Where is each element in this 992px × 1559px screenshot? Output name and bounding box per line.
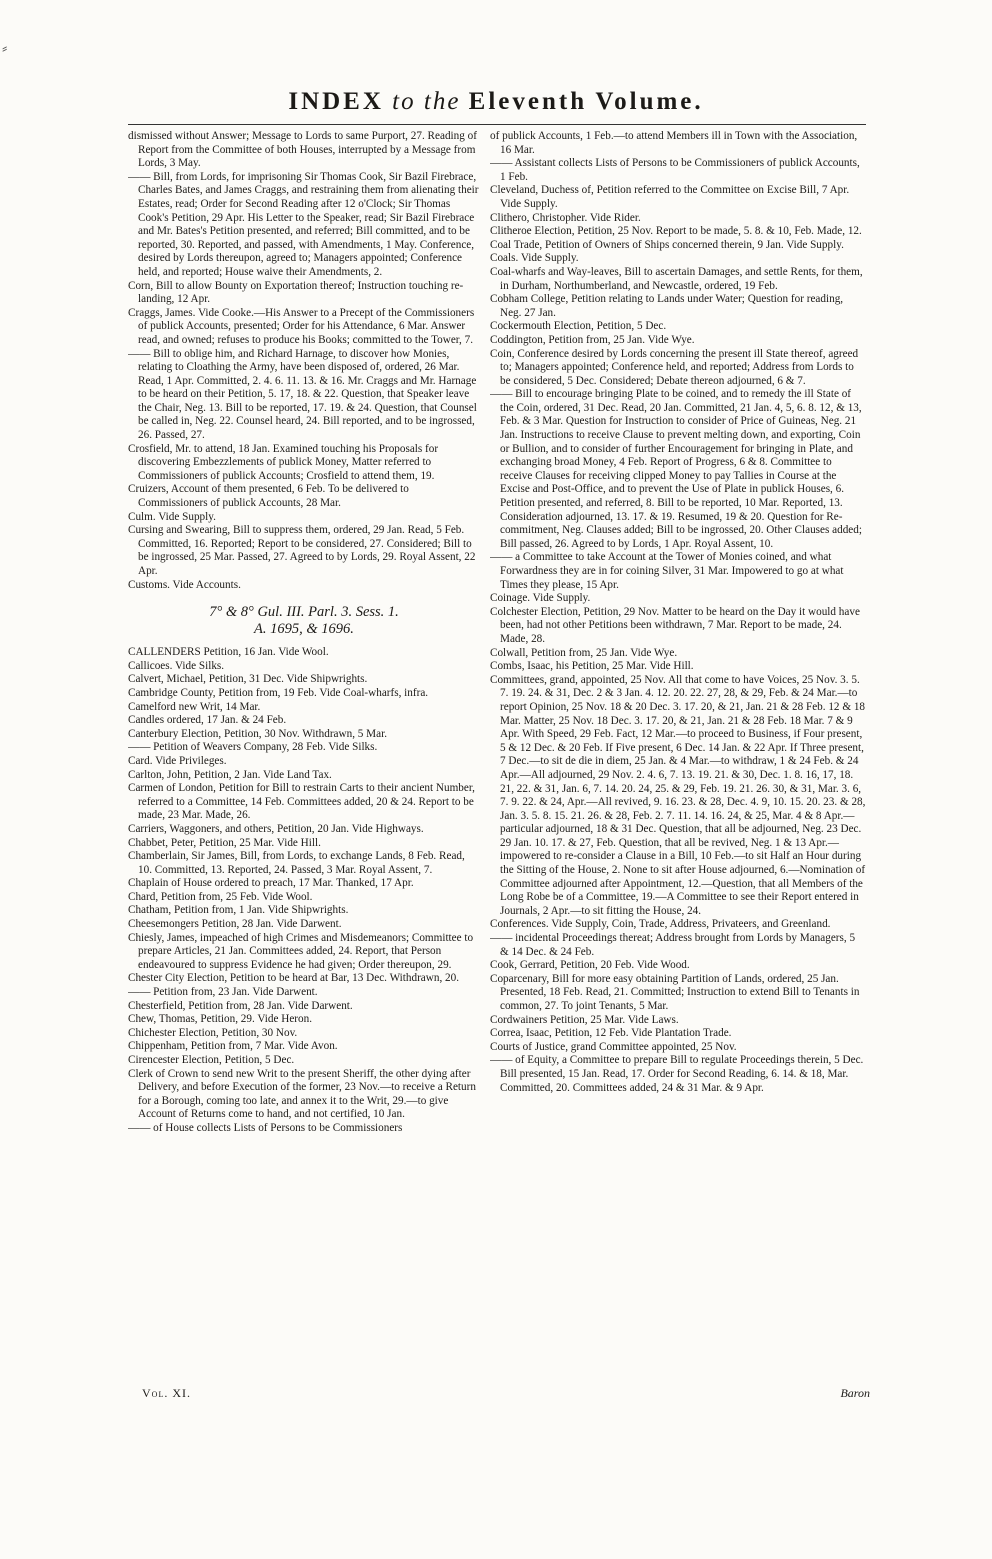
running-head <box>0 88 992 116</box>
index-entry: Cirencester Election, Petition, 5 Dec. <box>128 1054 295 1066</box>
index-entry: Chester City Election, Petition to be heard at Bar, 13 Dec. Withdrawn, 20. <box>128 972 460 985</box>
to-the-word: to the <box>392 88 461 115</box>
index-entry: Coinage. Vide Supply. <box>490 592 591 605</box>
catchword: Baron <box>840 1386 870 1400</box>
index-entry: Candles ordered, 17 Jan. & 24 Feb. <box>128 714 287 727</box>
index-entry: Cordwainers Petition, 25 Mar. Vide Laws. <box>490 1013 679 1026</box>
header-rule <box>128 124 866 125</box>
index-entry: —— Petition of Weavers Company, 28 Feb. Vide Silks. <box>128 741 378 754</box>
index-entry: Correa, Isaac, Petition, 12 Feb. Vide Plantation Trade. <box>490 1027 732 1040</box>
index-entry: Corn, Bill to allow Bounty on Exportation thereof; Instruction touching re-landing, 12 Apr. <box>128 279 464 306</box>
index-entry: Cheesemongers Petition, 28 Jan. Vide Darwent. <box>128 918 342 931</box>
index-entry: Camelford new Writ, 14 Mar. <box>128 700 261 713</box>
eleventh-word: Eleventh <box>468 88 588 115</box>
index-entry: Canterbury Election, Petition, 30 Nov. Withdrawn, 5 Mar. <box>128 727 387 740</box>
index-entry: Chichester Election, Petition, 30 Nov. <box>128 1026 298 1039</box>
index-entry: Coal-wharfs and Way-leaves, Bill to ascertain Damages, and settle Rents, for them, in Durham, Northumberland, and Newcastle, ordered, 19 Feb. <box>490 265 863 292</box>
index-entry: —— Petition from, 23 Jan. Vide Darwent. <box>128 986 318 999</box>
index-entry: Cobham College, Petition relating to Lands under Water; Question for reading, Neg. 27 Jan. <box>490 293 844 319</box>
margin-mark: ⸗ <box>2 40 8 57</box>
index-entry: Carriers, Waggoners, and others, Petition, 20 Jan. Vide Highways. <box>128 822 424 835</box>
index-entry: Conferences. Vide Supply, Coin, Trade, Address, Privateers, and Greenland. <box>490 918 831 931</box>
index-entry: Cursing and Swearing, Bill to suppress them, ordered, 29 Jan. Read, 5 Feb. Committed, 16. Reported; Report to be considered, 27. Considered; Bill to be ingrossed, 25 Mar. Passed, 27. Agreed to by Lords, 29. Royal Assent, 22 Apr. <box>128 524 476 577</box>
index-entry: Craggs, James. Vide Cooke.—His Answer to a Precept of the Commissioners of publick Accounts, presented; Order for his Attendance, 6 Mar. Answer read, and owned; refuses to produce his Books; committed to the Tower, 7. <box>128 306 475 346</box>
index-entry: Crosfield, Mr. to attend, 18 Jan. Examined touching his Proposals for discovering Embezzlements of publick Money, Matter referred to Commissioners of publick Accounts; Crosfield to attend them, 19. <box>128 442 439 482</box>
index-entry: Chard, Petition from, 25 Feb. Vide Wool. <box>128 890 313 903</box>
index-entry: Colchester Election, Petition, 29 Nov. Matter to be heard on the Day it would have been, had not other Petitions been withdrawn, 7 Mar. Report to be made, 24. Made, 28. <box>490 605 860 645</box>
index-entry: Cruizers, Account of them presented, 6 Feb. To be delivered to Commissioners of publick Accounts, 28 Mar. <box>128 483 409 510</box>
index-entry: Chew, Thomas, Petition, 29. Vide Heron. <box>128 1013 313 1026</box>
index-entry: Cleveland, Duchess of, Petition referred to the Committee on Excise Bill, 7 Apr. Vide Supply. <box>490 184 850 210</box>
index-entry: Colwall, Petition from, 25 Jan. Vide Wye. <box>490 646 678 659</box>
index-entry: Coparcenary, Bill for more easy obtaining Partition of Lands, ordered, 25 Jan. Presented, 18 Feb. Read, 21. Committed; Instruction to extend Bill to Tenants in common, 27. To joint Tenants, 5 Mar. <box>490 972 860 1012</box>
index-entry: Chiesly, James, impeached of high Crimes and Misdemeanors; Committee to prepare Articles, 21 Jan. Committees added, 24. Report, that Person endeavoured to suppress Evidence he had given; Order thereupon, 29. <box>128 931 474 971</box>
index-entry: —— incidental Proceedings thereat; Address brought from Lords by Managers, 5 & 14 Dec. & 24 Feb. <box>490 932 856 958</box>
volume-word: Volume. <box>595 88 704 115</box>
index-entry: Committees, grand, appointed, 25 Nov. All that come to have Voices, 25 Nov. 3. 5. 7. 19. 24. & 31, Dec. 2 & 3 Jan. 4. 12. 20. 22. 27, 28, & 29, Feb. & 24 Mar.—to report Opinion, 25 Nov. 18 & 20 Dec. 3. 17. 20, & 21, Jan. 21 & 28 Feb. 12 & 18 Mar. Matter, 25 Nov. 18 Dec. 3. 17. 20, & 21, Jan. 21 & 28 Feb. 18 Mar. 7 & 9 Apr. With Speed, 29 Feb. Fact, 12 Mar.—to proceed to Business, if Four present, 5 & 12 Dec. & 20 Feb. If Five present, 6 Dec. 14 Jan. & 22 Apr. If Three present, 7 Dec.—to sit de die in diem, 25 Jan. & 4 Mar.—to withdraw, 1 & 24 Feb. & 24 Apr.—All adjourned, 29 Nov. 2. 4. 6, 7. 13. 19. 21. & 30, Dec. 1. 8. 16, 17, 18. 21, 22. & 31, Jan. 6, 7. 14. 20. 24, 25. & 29, Feb. 19. 21. 26. 30, & 31, Mar. 3. 6, 7. 9. 22. & 24, Apr.—All revived, 9. 16. 23. & 28, Dec. 4. 9, 10. 15. 20. 23. & 28, Jan. 3. 5. 8. 15. 21. 26. & 28, Feb. 2. 7. 11. 14. 16. 24, & 25, Mar. 4 & 8 Apr.—particular adjourned, 18 & 31 Dec. Question, that all be adjourned, Neg. 23 Dec. 29 Jan. 10. 17. & 27, Feb. Question, that all be revived, Neg. 1 & 13 Apr.—impowered to re-consider a Clause in a Bill, 10 Feb.—to sit Half an Hour during the Sitting of the House, 2. None to sit after House adjourned, 6.—Nomination of Committee adjourned after Appointment, 12.—Question, that all Members of the Long Robe be of a Committee, 19.—A Committee to see their Report entered in Journals, 2 Apr.—to sit fitting the House, 24. <box>490 673 866 917</box>
index-entry: Combs, Isaac, his Petition, 25 Mar. Vide Hill. <box>490 660 694 673</box>
index-entry: Coal Trade, Petition of Owners of Ships concerned therein, 9 Jan. Vide Supply. <box>490 238 844 251</box>
index-entry: Culm. Vide Supply. <box>128 510 216 523</box>
index-entry: Chamberlain, Sir James, Bill, from Lords, to exchange Lands, 8 Feb. Read, 10. Committed, 13. Reported, 24. Passed, 3 Mar. Royal Assent, 7. <box>128 850 465 876</box>
index-entry: Customs. Vide Accounts. <box>128 578 241 591</box>
index-entry: —— Bill to oblige him, and Richard Harnage, to discover how Monies, relating to Cloathing the Army, have been disposed of, ordered, 26 Mar. Read, 1 Apr. Committed, 2. 4. 6. 11. 13. & 16. Mr. Craggs and Mr. Harnage to be heard on their Petition, 5. 17, 18. & 22. Question, that Speaker leave the Chair, Neg. 13. Bill to be reported, 17. 19. & 24. Question, that Counsel be called in, Neg. 22. Counsel heard, 24. Bill reported, and to be ingrossed, 26. Passed, 27. <box>128 347 477 442</box>
left-column <box>128 130 480 1380</box>
index-entry: Chippenham, Petition from, 7 Mar. Vide Avon. <box>128 1040 338 1053</box>
index-entry: —— of Equity, a Committee to prepare Bill to regulate Proceedings therein, 5 Dec. Bill presented, 15 Jan. Read, 17. Order for Second Reading, 6. 14. & 18, Mar. Committed, 20. Committees added, 24 & 31 Mar. & 9 Apr. <box>490 1054 864 1094</box>
index-entry: Cambridge County, Petition from, 19 Feb. Vide Coal-wharfs, infra. <box>128 686 429 699</box>
index-entry: Carlton, John, Petition, 2 Jan. Vide Land Tax. <box>128 768 332 781</box>
index-entry: Courts of Justice, grand Committee appointed, 25 Nov. <box>490 1040 737 1053</box>
index-entry: Cook, Gerrard, Petition, 20 Feb. Vide Wood. <box>490 959 690 972</box>
index-entry: dismissed without Answer; Message to Lords to same Purport, 27. Reading of Report from the Committee of both Houses, interrupted by a Message from Lords, 3 May. <box>128 130 477 170</box>
session-line-2: A. 1695, & 1696. <box>254 621 354 638</box>
index-entry: —— a Committee to take Account at the Tower of Monies coined, and what Forwardness they are in for coining Silver, 31 Mar. Impowered to go at what Times they please, 15 Apr. <box>490 551 844 591</box>
index-entry: Clitheroe Election, Petition, 25 Nov. Report to be made, 5. 8. & 10, Feb. Made, 12. <box>490 225 862 238</box>
index-entry: Carmen of London, Petition for Bill to restrain Carts to their ancient Number, referred to a Committee, 14 Feb. Committees added, 20 & 24. Report to be made, 23 Mar. Made, 26. <box>128 782 475 822</box>
index-entry: Chabbet, Peter, Petition, 25 Mar. Vide Hill. <box>128 836 321 849</box>
index-entry: Coals. Vide Supply. <box>490 252 579 265</box>
index-entry: —— Bill, from Lords, for imprisoning Sir Thomas Cook, Sir Bazil Firebrace, Charles Bates, and James Craggs, and restraining them from alienating their Estates, read; Order for Second Reading after 12 o'Clock; Sir Thomas Cook's Petition, 29 Apr. His Letter to the Speaker, read; Sir Bazil Firebrace and Mr. Bates's Petition presented, and referred; Bill committed, and to be reported, 30. Reported, and passed, with Amendments, 1 May. Conference, desired by Lords thereupon, agreed to; Managers appointed; Conference held, and reported; House waive their Amendments, 2. <box>128 170 479 278</box>
index-entry: Coddington, Petition from, 25 Jan. Vide Wye. <box>490 333 695 346</box>
right-column <box>490 130 866 1380</box>
index-entry: Chaplain of House ordered to preach, 17 Mar. Thanked, 17 Apr. <box>128 877 414 890</box>
index-entry: Coin, Conference desired by Lords concerning the present ill State thereof, agreed to; Managers appointed; Conference held, and reported; Address from Lords to be considered, 5 Dec. Considered; Debate thereon adjourned, 6 & 7. <box>490 347 859 387</box>
index-entry: Chatham, Petition from, 1 Jan. Vide Shipwrights. <box>128 904 349 917</box>
index-entry: Cockermouth Election, Petition, 5 Dec. <box>490 320 667 333</box>
index-entry: Chesterfield, Petition from, 28 Jan. Vide Darwent. <box>128 999 353 1012</box>
index-entry: Callicoes. Vide Silks. <box>128 659 225 672</box>
session-heading <box>128 604 480 638</box>
index-entry: Clerk of Crown to send new Writ to the present Sheriff, the other dying after Delivery, and before Execution of the former, 23 Nov.—to receive a Return for a Borough, coming too late, and annex it to the Writ, 29.—to give Account of Returns come to hand, and not certified, 10 Jan. <box>128 1067 476 1121</box>
index-entry: —— of House collects Lists of Persons to be Commissioners <box>128 1121 403 1134</box>
session-line-1: 7° & 8° Gul. III. Parl. 3. Sess. 1. <box>209 604 399 621</box>
index-entry: —— Assistant collects Lists of Persons to be Commissioners of publick Accounts, 1 Feb. <box>490 157 860 183</box>
volume-signature: Vol. XI. <box>142 1386 191 1400</box>
index-entry: Calvert, Michael, Petition, 31 Dec. Vide Shipwrights. <box>128 673 368 686</box>
index-entry: Card. Vide Privileges. <box>128 754 227 767</box>
index-entry: —— Bill to encourage bringing Plate to be coined, and to remedy the ill State of the Coin, ordered, 31 Dec. Read, 20 Jan. Committed, 21 Jan. 4, 5, 6. 8. 12, & 13, Feb. & 3 Mar. Question for Instruction to consider of Price of Guineas, Neg. 21 Jan. Instructions to receive Clause to prevent melting down, and exporting, Coin or Bullion, and to consider of further Encouragement for bringing in Plate, and exchanging broad Money, 4 Feb. Report of Progress, 6 & 8. Committee to receive Clauses for receiving clipped Money to pay Tallies in Course at the Excise and Post-Office, and to prevent the Use of Plate in publick Houses, 6. Petition presented, and referred, 8. Bill to be reported, 10 Mar. Reported, 13. Consideration adjourned, 13. 17. & 19. Resumed, 19 & 20. Question for Re-commitment, Neg. Clauses added; Bill to be ingrossed, 20. Other Clauses added; Bill passed, 26. Agreed to by Lords, 1 Apr. Royal Assent, 10. <box>490 388 862 550</box>
index-word: INDEX <box>288 88 384 115</box>
index-entry: CALLENDERS Petition, 16 Jan. Vide Wool. <box>128 646 329 659</box>
index-entry: Clithero, Christopher. Vide Rider. <box>490 211 641 224</box>
index-entry: of publick Accounts, 1 Feb.—to attend Members ill in Town with the Association, 16 Mar. <box>490 130 858 156</box>
